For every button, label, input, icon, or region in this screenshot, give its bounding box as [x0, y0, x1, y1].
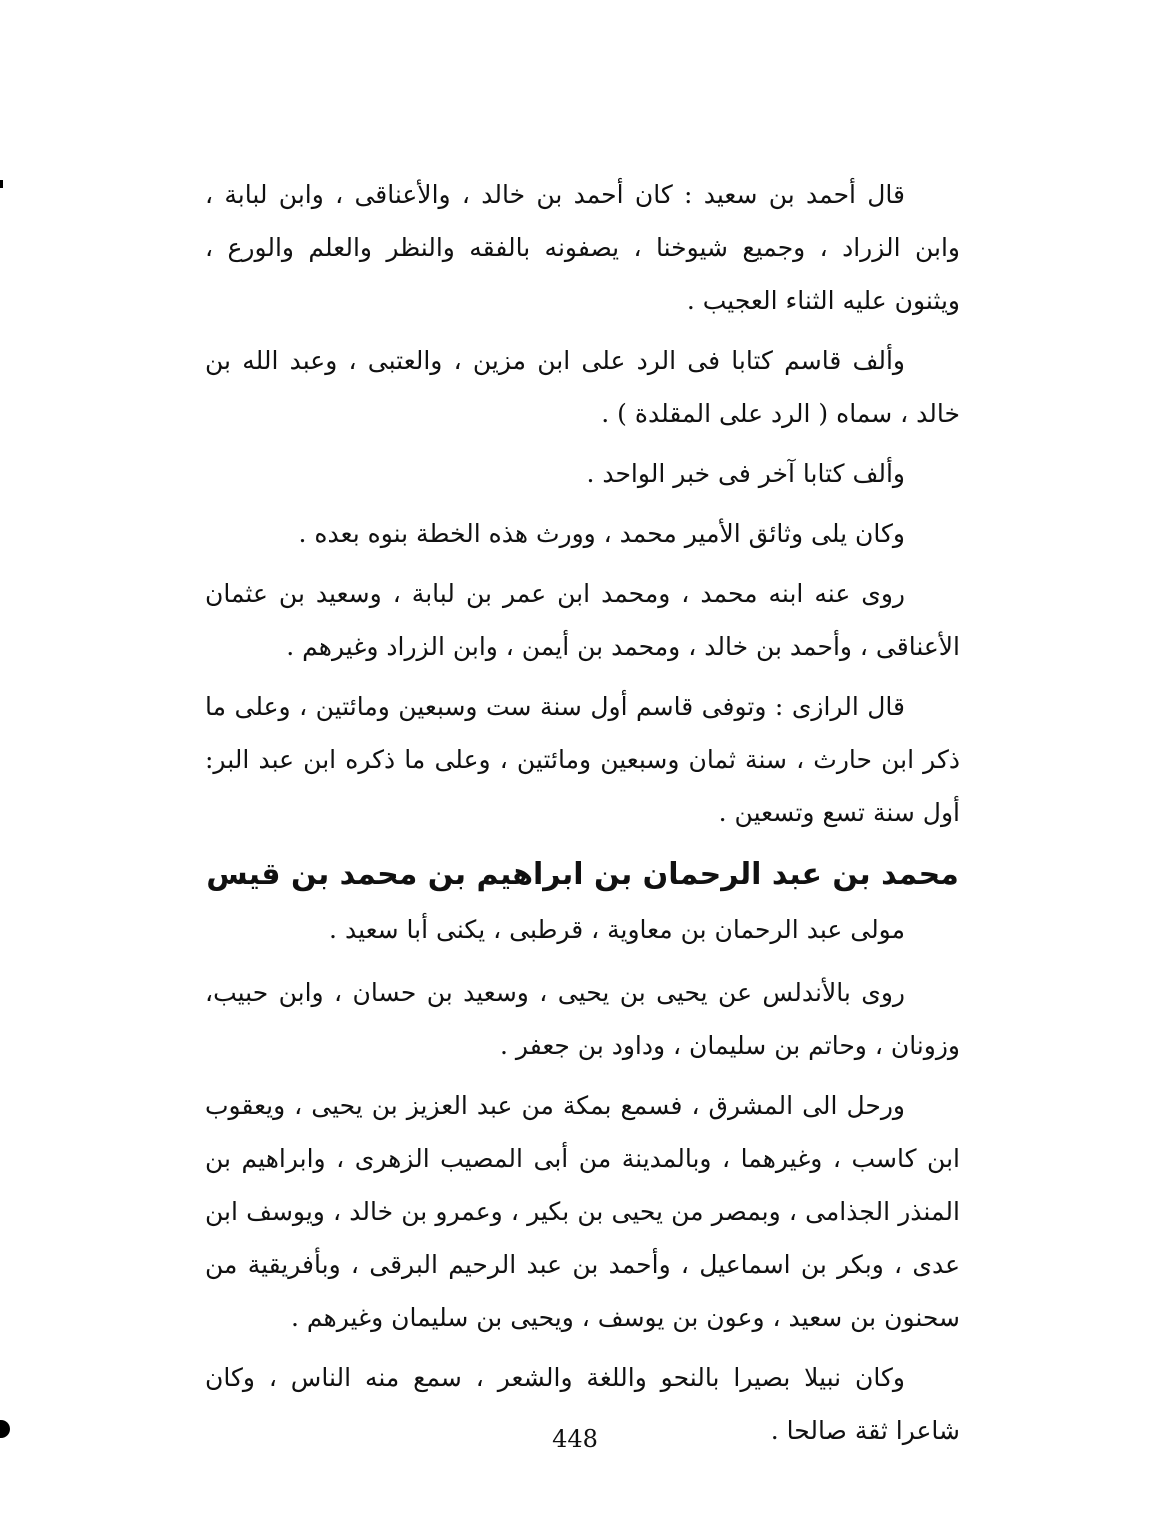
scan-mark-top: [0, 180, 3, 188]
page-body: [205, 168, 960, 1464]
paragraph-andalus-teachers: روى بالأندلس عن يحيى بن يحيى ، وسعيد بن حسان ، وابن حبيب، وزونان ، وحاتم بن سليمان ، وداود بن جعفر .: [205, 978, 960, 1060]
paragraph-character: وكان نبيلا بصيرا بالنحو واللغة والشعر ، سمع منه الناس ، وكان شاعرا ثقة صالحا .: [205, 1363, 960, 1445]
biography-subline: مولى عبد الرحمان بن معاوية ، قرطبى ، يكنى أبا سعيد .: [329, 915, 905, 944]
paragraph-book-refutation: وألف قاسم كتابا فى الرد على ابن مزين ، والعتبى ، وعبد الله بن خالد ، سماه ( الرد على المقلدة ) .: [205, 346, 960, 428]
paragraph-book-khabar: وألف كتابا آخر فى خبر الواحد .: [586, 459, 905, 488]
paragraph-documents: وكان يلى وثائق الأمير محمد ، وورث هذه الخطة بنوه بعده .: [298, 519, 905, 548]
paragraph-death: قال الرازى : وتوفى قاسم أول سنة ست وسبعين ومائتين ، وعلى ما ذكر ابن حارث ، سنة ثمان وسبعين ومائتين ، وعلى ما ذكره ابن عبد البر: أول سنة تسع وتسعين .: [205, 692, 960, 827]
page-number: 448: [552, 1425, 598, 1453]
biography-heading: محمد بن عبد الرحمان بن ابراهيم بن محمد بن قيس: [206, 857, 959, 892]
paragraph-travel-east: ورحل الى المشرق ، فسمع بمكة من عبد العزيز بن يحيى ، ويعقوب ابن كاسب ، وغيرهما ، وبالمدينة من أبى المصيب الزهرى ، وابراهيم بن المنذر الجذامى ، وبمصر من يحيى بن بكير ، وعمرو بن خالد ، ويوسف ابن عدى ، وبكر بن اسماعيل ، وأحمد بن عبد الرحيم البرقى ، وبأفريقية من سحنون بن سعيد ، وعون بن يوسف ، ويحيى بن سليمان وغيرهم .: [205, 1091, 960, 1332]
paragraph-ahmad-quote: قال أحمد بن سعيد : كان أحمد بن خالد ، والأعناقى ، وابن لبابة ، وابن الزراد ، وجميع شيوخنا ، يصفونه بالفقه والنظر والعلم والورع ، ويثنون عليه الثناء العجيب .: [205, 180, 960, 315]
paragraph-narrators: روى عنه ابنه محمد ، ومحمد ابن عمر بن لبابة ، وسعيد بن عثمان الأعناقى ، وأحمد بن خالد ، ومحمد بن أيمن ، وابن الزراد وغيرهم .: [205, 579, 960, 661]
